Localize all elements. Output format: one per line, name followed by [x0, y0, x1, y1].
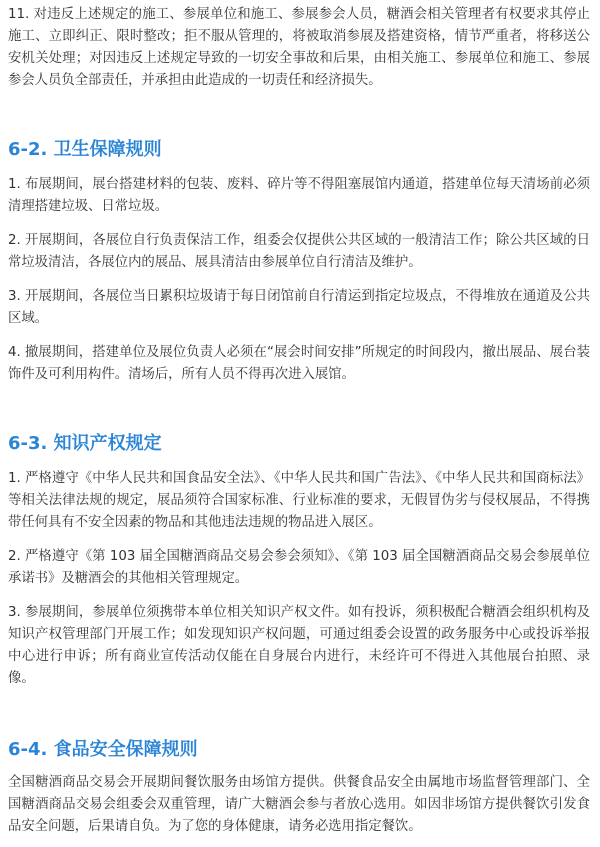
section-heading-ip: 6-3. 知识产权规定: [8, 433, 162, 454]
rule-item-11: 11. 对违反上述规定的施工、参展单位和施工、参展参会人员，糖酒会相关管理者有权要求其停止施工、立即纠正、限时整改；拒不服从管理的，将被取消参展及搭建资格，情节严重者，将移送公安机关处理；对因违反上述规定导致的一切安全事故和后果，由相关施工、参展单位和施工、参展参会人员负全部责任，并承担由此造成的一切责任和经济损失。: [8, 7, 590, 88]
food-safety-body: 全国糖酒商品交易会开展期间餐饮服务由场馆方提供。供餐食品安全由属地市场监督管理部门、全国糖酒商品交易会组委会双重管理，请广大糖酒会参与者放心选用。如因非场馆方提供餐饮引发食品安全问题，后果请自负。为了您的身体健康，请务必选用指定餐饮。: [8, 775, 590, 834]
hygiene-item-4: 4. 撤展期间，搭建单位及展位负责人必须在“展会时间安排”所规定的时间段内，撤出展品、展台装饰件及可利用构件。清场后，所有人员不得再次进入展馆。: [8, 345, 590, 382]
hygiene-item-2: 2. 开展期间，各展位自行负责保洁工作，组委会仅提供公共区域的一般清洁工作；除公共区域的日常垃圾清洁，各展位内的展品、展具清洁由参展单位自行清洁及维护。: [8, 233, 590, 270]
hygiene-item-3: 3. 开展期间，各展位当日累积垃圾请于每日闭馆前自行清运到指定垃圾点，不得堆放在通道及公共区域。: [8, 289, 590, 326]
section-heading-hygiene: 6-2. 卫生保障规则: [8, 139, 162, 160]
section-heading-food-safety: 6-4. 食品安全保障规则: [8, 739, 198, 760]
ip-item-2: 2. 严格遵守《第 103 届全国糖酒商品交易会参会须知》、《第 103 届全国糖酒商品交易会参展单位承诺书》及糖酒会的其他相关管理规定。: [8, 549, 590, 586]
ip-item-1: 1. 严格遵守《中华人民共和国食品安全法》、《中华人民共和国广告法》、《中华人民共和国商标法》等相关法律法规的规定，展品须符合国家标准、行业标准的要求，无假冒伪劣与侵权展品，不得携带任何具有不安全因素的物品和其他违法违规的物品进入展区。: [8, 471, 590, 530]
hygiene-item-1: 1. 布展期间，展台搭建材料的包装、废料、碎片等不得阻塞展馆内通道，搭建单位每天清场前必须清理搭建垃圾、日常垃圾。: [8, 177, 590, 214]
ip-item-3: 3. 参展期间，参展单位须携带本单位相关知识产权文件。如有投诉，须积极配合糖酒会组织机构及知识产权管理部门开展工作；如发现知识产权问题，可通过组委会设置的政务服务中心或投诉举报中心进行申诉；所有商业宣传活动仅能在自身展台内进行，未经许可不得进入其他展台拍照、录像。: [8, 605, 590, 686]
